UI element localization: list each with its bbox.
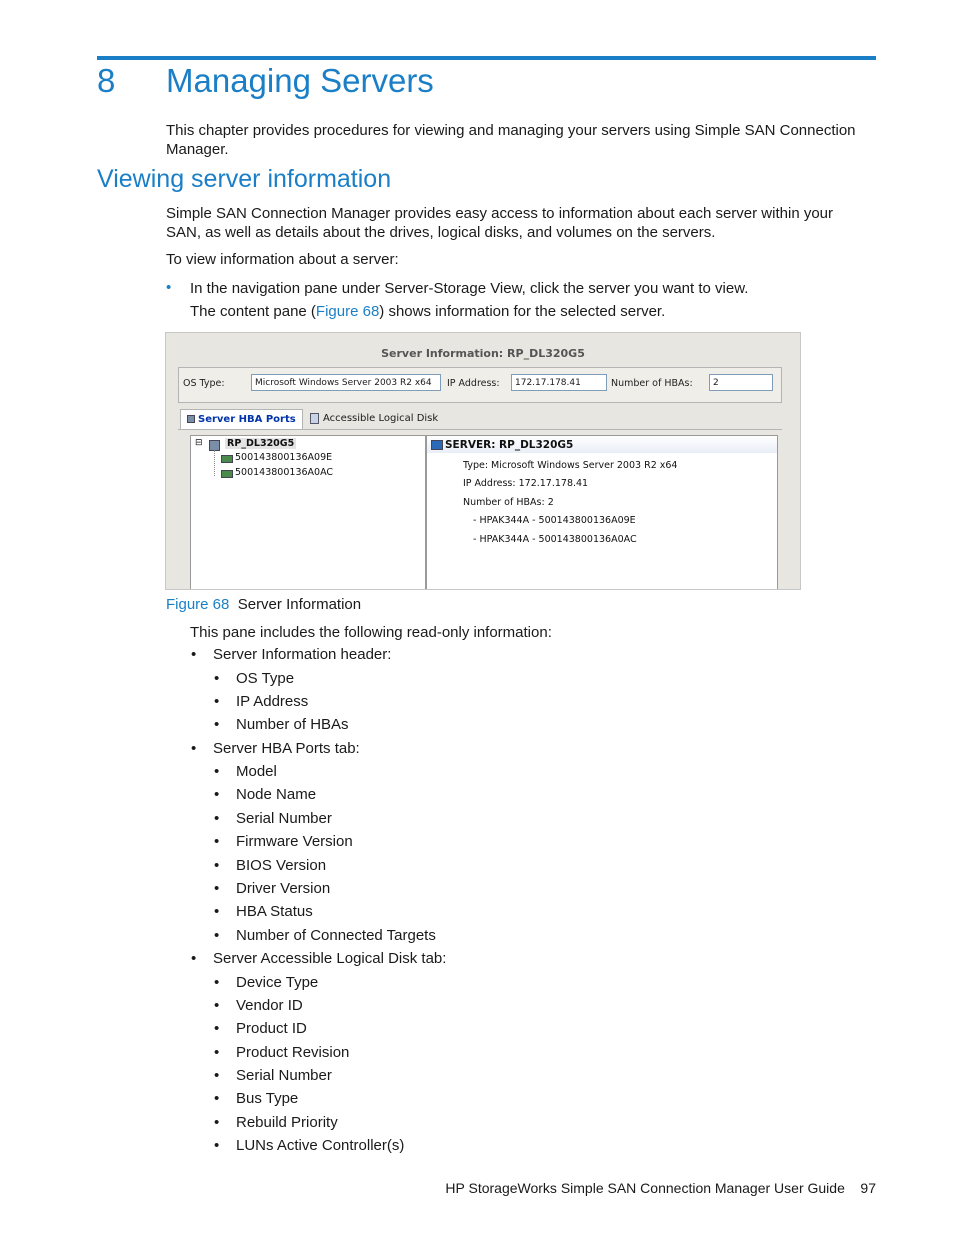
section-paragraph: Simple SAN Connection Manager provides easy access to information about each server within your SAN, as well as details about the drives, logical disks, and volumes on the servers. (166, 205, 834, 241)
group-label: • Server Accessible Logical Disk tab: (213, 950, 446, 967)
number-of-hbas-label: Number of HBAs: (611, 378, 693, 389)
page-number: 97 (860, 1180, 876, 1196)
list-item: • IP Address (236, 693, 308, 710)
os-type-field: Microsoft Windows Server 2003 R2 x64 (251, 374, 441, 391)
list-item: • Firmware Version (236, 833, 353, 850)
logical-disk-icon (310, 413, 319, 424)
hba-tree-pane (190, 435, 426, 590)
page-footer (445, 1180, 876, 1196)
list-item: • OS Type (236, 670, 294, 687)
group-label: • Server HBA Ports tab: (213, 740, 360, 757)
tab-accessible-logical-disk-label: Accessible Logical Disk (323, 413, 439, 424)
section-heading: Viewing server information (97, 165, 392, 193)
hba-port-icon (221, 470, 233, 478)
info-intro: This pane includes the following read-only information: (190, 624, 552, 641)
footer-title: HP StorageWorks Simple SAN Connection Manager User Guide (445, 1180, 845, 1196)
detail-hba-entry: - HPAK344A - 500143800136A0AC (473, 534, 637, 545)
figure-caption-text: Server Information (237, 596, 362, 613)
server-information-screenshot (165, 332, 801, 590)
server-info-title: Server Information: RP_DL320G5 (381, 347, 585, 360)
tree-connector (214, 450, 215, 476)
tab-strip (178, 407, 782, 430)
list-item: • HBA Status (236, 903, 313, 920)
tab-server-hba-ports-label: Server HBA Ports (198, 414, 296, 425)
step-result-post: ) shows information for the selected server. (379, 303, 666, 320)
list-item: • BIOS Version (236, 857, 326, 874)
list-item: • Device Type (236, 974, 318, 991)
hba-port-icon (221, 455, 233, 463)
list-item: • LUNs Active Controller(s) (236, 1137, 404, 1154)
tree-hba-port[interactable]: 500143800136A09E (235, 452, 333, 463)
step-result-pre: The content pane ( (190, 303, 316, 320)
server-info-header-bar (178, 367, 782, 403)
os-type-label: OS Type: (183, 378, 225, 389)
list-item: • Serial Number (236, 810, 332, 827)
list-item: • Driver Version (236, 880, 330, 897)
list-item: • Node Name (236, 786, 316, 803)
list-item: • Model (236, 763, 277, 780)
ip-address-label: IP Address: (447, 378, 500, 389)
figure-label: Figure 68 (166, 596, 230, 613)
list-item: • Bus Type (236, 1090, 298, 1107)
hba-port-icon (187, 415, 195, 423)
list-item: • Product ID (236, 1020, 307, 1037)
detail-header: SERVER: RP_DL320G5 (445, 439, 574, 451)
step-bullet: • (166, 279, 172, 296)
chapter-number: 8 (97, 62, 116, 99)
list-item: • Rebuild Priority (236, 1114, 338, 1131)
tab-server-hba-ports[interactable] (180, 409, 303, 429)
collapse-toggle-icon[interactable]: ⊟ (195, 438, 203, 448)
tree-hba-port[interactable]: 500143800136A0AC (235, 467, 334, 478)
server-icon (431, 440, 443, 450)
detail-hba-entry: - HPAK344A - 500143800136A09E (473, 515, 636, 526)
figure-link[interactable]: Figure 68 (315, 303, 380, 320)
list-item: • Vendor ID (236, 997, 303, 1014)
procedure-intro: To view information about a server: (166, 251, 399, 268)
tree-root-server[interactable]: RP_DL320G5 (227, 438, 295, 449)
number-of-hbas-field: 2 (709, 374, 773, 391)
chapter-title: Managing Servers (166, 62, 434, 99)
tab-accessible-logical-disk[interactable] (304, 409, 444, 428)
chapter-rule (97, 56, 876, 60)
group-label: • Server Information header: (213, 646, 391, 663)
step-result (190, 302, 665, 321)
detail-ip: IP Address: 172.17.178.41 (463, 478, 589, 489)
ip-address-field: 172.17.178.41 (511, 374, 607, 391)
list-item: • Serial Number (236, 1067, 332, 1084)
list-item: • Product Revision (236, 1044, 349, 1061)
step-text: In the navigation pane under Server-Storage View, click the server you want to view. (190, 280, 749, 297)
figure-caption (166, 595, 361, 614)
detail-number-of-hbas: Number of HBAs: 2 (463, 497, 554, 508)
server-detail-pane (426, 435, 778, 590)
chapter-intro: This chapter provides procedures for viewing and managing your servers using Simple SAN Connection Manager. (166, 122, 856, 158)
list-item: • Number of HBAs (236, 716, 349, 733)
detail-type: Type: Microsoft Windows Server 2003 R2 x64 (463, 460, 678, 471)
list-item: • Number of Connected Targets (236, 927, 436, 944)
